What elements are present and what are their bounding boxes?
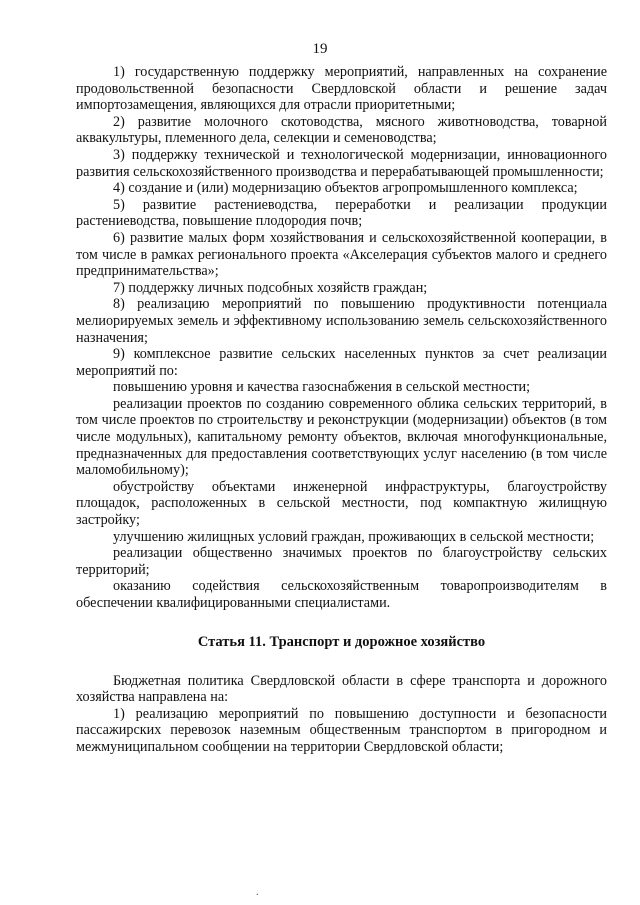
paragraph: 5) развитие растениеводства, переработки и реализации продукции растениеводства, повышение плодородия почв; xyxy=(76,196,607,230)
document-body xyxy=(76,64,607,756)
paragraph: 8) реализацию мероприятий по повышению продуктивности потенциала мелиорируемых земель и эффективному использованию земель сельскохозяйственного назначения; xyxy=(76,296,607,346)
paragraph: 3) поддержку технической и технологической модернизации, инновационного развития сельскохозяйственного производства и перерабатывающей промышленности; xyxy=(76,146,607,180)
sub-paragraph: повышению уровня и качества газоснабжения в сельской местности; xyxy=(113,379,531,396)
paragraph: 4) создание и (или) модернизацию объектов агропромышленного комплекса; xyxy=(113,180,578,197)
sub-paragraph: реализации проектов по созданию современного облика сельских территорий, в том числе проектов по строительству и реконструкции (модернизации) объектов (в том числе модульных), капитальному ремонту объектов, включая многофункциональные, предназначенных для предоставления соответствующих услуг населению (в том числе маломобильному); xyxy=(76,395,607,479)
paragraph: 2) развитие молочного скотоводства, мясного животноводства, товарной аквакультуры, племенного дела, селекции и семеноводства; xyxy=(76,113,607,147)
paragraph: 1) реализацию мероприятий по повышению доступности и безопасности пассажирских перевозок наземным общественным транспортом в пригородном и межмуниципальном сообщении на территории Свердловской области; xyxy=(76,705,607,755)
paragraph: 7) поддержку личных подсобных хозяйств граждан; xyxy=(113,279,428,296)
sub-paragraph: реализации общественно значимых проектов по благоустройству сельских территорий; xyxy=(76,545,607,578)
sub-paragraph: обустройству объектами инженерной инфраструктуры, благоустройству площадок, расположенных в сельской местности, под компактную жилищную застройку; xyxy=(76,478,607,529)
article-title: Статья 11. Транспорт и дорожное хозяйство xyxy=(197,633,486,650)
paragraph: 1) государственную поддержку мероприятий, направленных на сохранение продовольственной безопасности Свердловской области и решение задач импортозамещения, являющихся для отрасли приоритетными; xyxy=(76,64,607,114)
page-number: 19 xyxy=(312,41,328,57)
paragraph: 9) комплексное развитие сельских населенных пунктов за счет реализации мероприятий по: xyxy=(76,346,607,379)
paragraph: Бюджетная политика Свердловской области в сфере транспорта и дорожного хозяйства направлена на: xyxy=(76,672,607,706)
sub-paragraph: улучшению жилищных условий граждан, проживающих в сельской местности; xyxy=(113,528,595,545)
footer-mark: . xyxy=(256,887,259,898)
paragraph: 6) развитие малых форм хозяйствования и сельскохозяйственной кооперации, в том числе в рамках регионального проекта «Акселерация субъектов малого и среднего предпринимательства»; xyxy=(76,229,607,280)
sub-paragraph: оказанию содействия сельскохозяйственным товаропроизводителям в обеспечении квалифицированными специалистами. xyxy=(76,578,607,611)
